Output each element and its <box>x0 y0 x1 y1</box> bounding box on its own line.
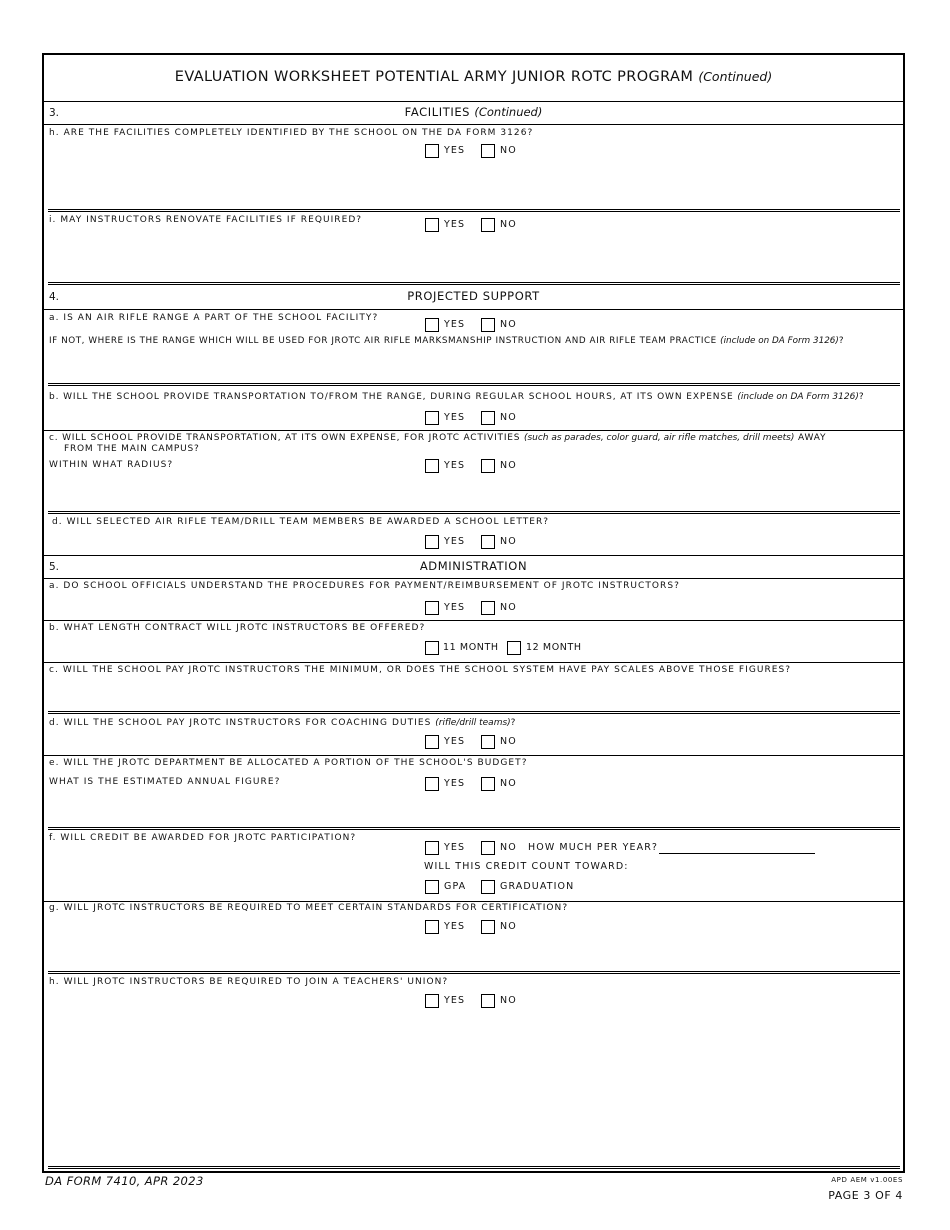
q5d-label <box>49 718 517 728</box>
q3i-no-checkbox[interactable] <box>481 218 495 232</box>
q4a-no-checkbox[interactable] <box>481 318 495 332</box>
q5b-12month-checkbox[interactable] <box>507 641 521 655</box>
q5e-answer-line[interactable] <box>48 827 900 830</box>
q5h-label: h. WILL JROTC INSTRUCTORS BE REQUIRED TO JOIN A TEACHERS' UNION? <box>49 977 449 987</box>
q5f-label: f. WILL CREDIT BE AWARDED FOR JROTC PARTICIPATION? <box>49 833 357 843</box>
q5a-no-label: NO <box>500 602 517 613</box>
divider <box>44 620 903 621</box>
q4c-answer-line[interactable] <box>48 511 900 514</box>
q5f-graduation-checkbox[interactable] <box>481 880 495 894</box>
q4c-no-checkbox[interactable] <box>481 459 495 473</box>
q5e-label: e. WILL THE JROTC DEPARTMENT BE ALLOCATED A PORTION OF THE SCHOOL'S BUDGET? <box>49 758 528 768</box>
q5h-no-checkbox[interactable] <box>481 994 495 1008</box>
q5h-answer-line[interactable] <box>48 1166 900 1169</box>
q5b-11month-checkbox[interactable] <box>425 641 439 655</box>
q5g-yes-label: YES <box>444 921 466 932</box>
divider <box>44 101 903 102</box>
divider <box>44 124 903 125</box>
q4d-label: d. WILL SELECTED AIR RIFLE TEAM/DRILL TEAM MEMBERS BE AWARDED A SCHOOL LETTER? <box>52 517 550 527</box>
q5f-count-toward-label: WILL THIS CREDIT COUNT TOWARD: <box>424 861 629 872</box>
q3h-no-checkbox[interactable] <box>481 144 495 158</box>
form-title-text: EVALUATION WORKSHEET POTENTIAL ARMY JUNIOR ROTC PROGRAM <box>174 69 694 85</box>
q4b-text: b. WILL THE SCHOOL PROVIDE TRANSPORTATION TO/FROM THE RANGE, DURING REGULAR SCHOOL HOURS, AT ITS OWN EXPENSE <box>49 392 734 402</box>
q5a-label: a. DO SCHOOL OFFICIALS UNDERSTAND THE PROCEDURES FOR PAYMENT/REIMBURSEMENT OF JROTC INSTRUCTORS? <box>49 581 680 591</box>
q5d-no-checkbox[interactable] <box>481 735 495 749</box>
q5e-followup-label: WHAT IS THE ESTIMATED ANNUAL FIGURE? <box>49 777 281 787</box>
q5a-no-checkbox[interactable] <box>481 601 495 615</box>
q4a-answer-line[interactable] <box>48 383 900 386</box>
q3h-label: h. ARE THE FACILITIES COMPLETELY IDENTIFIED BY THE SCHOOL ON THE DA FORM 3126? <box>49 128 534 138</box>
q4b-note: (include on DA Form 3126) <box>737 392 859 402</box>
section-3-title-text: FACILITIES <box>404 105 471 119</box>
section-3-title <box>44 105 903 119</box>
q4a-yes-label: YES <box>444 319 466 330</box>
section-3-number: 3. <box>49 107 60 119</box>
q5h-no-label: NO <box>500 995 517 1006</box>
page-number: PAGE 3 OF 4 <box>828 1189 903 1202</box>
q4b-no-checkbox[interactable] <box>481 411 495 425</box>
q5d-note: (rifle/drill teams) <box>435 718 511 728</box>
q5h-yes-checkbox[interactable] <box>425 994 439 1008</box>
q5f-graduation-label: GRADUATION <box>500 881 575 892</box>
q4c-text: c. WILL SCHOOL PROVIDE TRANSPORTATION, AT ITS OWN EXPENSE, FOR JROTC ACTIVITIES <box>49 433 521 443</box>
q5c-label: c. WILL THE SCHOOL PAY JROTC INSTRUCTORS THE MINIMUM, OR DOES THE SCHOOL SYSTEM HAVE PAY SCALES ABOVE THOSE FIGURES? <box>49 665 792 675</box>
q4b-yes-checkbox[interactable] <box>425 411 439 425</box>
q4c-followup-label: WITHIN WHAT RADIUS? <box>49 460 174 470</box>
divider <box>44 309 903 310</box>
form-version: APD AEM v1.00ES <box>831 1176 903 1184</box>
q5b-11month-label: 11 MONTH <box>443 642 499 653</box>
q5b-12month-label: 12 MONTH <box>526 642 582 653</box>
q5f-gpa-label: GPA <box>444 881 467 892</box>
q4b-end: ? <box>858 392 865 402</box>
q5b-label: b. WHAT LENGTH CONTRACT WILL JROTC INSTRUCTORS BE OFFERED? <box>49 623 426 633</box>
q4a-followup-end: ? <box>838 336 845 346</box>
q3i-yes-checkbox[interactable] <box>425 218 439 232</box>
q5g-yes-checkbox[interactable] <box>425 920 439 934</box>
q4a-followup-text: IF NOT, WHERE IS THE RANGE WHICH WILL BE USED FOR JROTC AIR RIFLE MARKSMANSHIP INSTRUCTION AND AIR RIFLE TEAM PRACTICE <box>49 336 717 346</box>
section-3-title-suffix: (Continued) <box>474 105 543 119</box>
q3h-no-label: NO <box>500 145 517 156</box>
section-5-title: ADMINISTRATION <box>419 559 528 573</box>
q4a-followup-note: (include on DA Form 3126) <box>720 336 839 346</box>
section-4-title: PROJECTED SUPPORT <box>407 289 540 303</box>
q4d-yes-label: YES <box>444 536 466 547</box>
q4b-yes-label: YES <box>444 412 466 423</box>
q4d-no-label: NO <box>500 536 517 547</box>
q3h-yes-checkbox[interactable] <box>425 144 439 158</box>
q5a-yes-label: YES <box>444 602 466 613</box>
divider <box>44 662 903 663</box>
q5d-yes-checkbox[interactable] <box>425 735 439 749</box>
q5g-no-label: NO <box>500 921 517 932</box>
q5d-end: ? <box>510 718 517 728</box>
q5f-yes-label: YES <box>444 842 466 853</box>
q4a-yes-checkbox[interactable] <box>425 318 439 332</box>
q4d-yes-checkbox[interactable] <box>425 535 439 549</box>
q5g-label: g. WILL JROTC INSTRUCTORS BE REQUIRED TO MEET CERTAIN STANDARDS FOR CERTIFICATION? <box>49 903 569 913</box>
divider <box>44 578 903 579</box>
divider <box>44 555 903 556</box>
section-5-number: 5. <box>49 561 60 573</box>
q4c-yes-label: YES <box>444 460 466 471</box>
q5f-no-label: NO <box>500 842 517 853</box>
q4b-no-label: NO <box>500 412 517 423</box>
q4b-label <box>49 392 865 403</box>
q3i-no-label: NO <box>500 219 517 230</box>
q5f-gpa-checkbox[interactable] <box>425 880 439 894</box>
q4c-no-label: NO <box>500 460 517 471</box>
q5e-yes-checkbox[interactable] <box>425 777 439 791</box>
q4c-end: AWAY <box>798 433 827 443</box>
q3i-yes-label: YES <box>444 219 466 230</box>
form-id: DA FORM 7410, APR 2023 <box>45 1174 204 1188</box>
q4c-label-line2: FROM THE MAIN CAMPUS? <box>64 444 200 454</box>
q4c-yes-checkbox[interactable] <box>425 459 439 473</box>
q3i-answer-line[interactable] <box>48 282 900 285</box>
q5g-answer-line[interactable] <box>48 971 900 974</box>
q5a-yes-checkbox[interactable] <box>425 601 439 615</box>
q5e-no-label: NO <box>500 778 517 789</box>
q4a-followup-label <box>49 336 844 347</box>
q3i-label: i. MAY INSTRUCTORS RENOVATE FACILITIES IF REQUIRED? <box>49 215 363 225</box>
q5f-no-checkbox[interactable] <box>481 841 495 855</box>
form-page <box>42 53 905 1173</box>
q3h-answer-line[interactable] <box>48 209 900 212</box>
q5e-no-checkbox[interactable] <box>481 777 495 791</box>
q4d-no-checkbox[interactable] <box>481 535 495 549</box>
divider <box>44 901 903 902</box>
form-title-suffix: (Continued) <box>698 69 773 84</box>
section-4-number: 4. <box>49 291 60 303</box>
q5f-yes-checkbox[interactable] <box>425 841 439 855</box>
q5f-how-much-label: HOW MUCH PER YEAR? <box>528 842 659 853</box>
q5c-answer-line[interactable] <box>48 711 900 714</box>
q5d-yes-label: YES <box>444 736 466 747</box>
q4a-label: a. IS AN AIR RIFLE RANGE A PART OF THE SCHOOL FACILITY? <box>49 313 379 323</box>
form-title <box>44 69 903 85</box>
divider <box>44 755 903 756</box>
q4c-note: (such as parades, color guard, air rifle matches, drill meets) <box>523 433 795 443</box>
divider <box>44 430 903 431</box>
q5g-no-checkbox[interactable] <box>481 920 495 934</box>
q5e-yes-label: YES <box>444 778 466 789</box>
q5h-yes-label: YES <box>444 995 466 1006</box>
q5d-no-label: NO <box>500 736 517 747</box>
q4a-no-label: NO <box>500 319 517 330</box>
q3h-yes-label: YES <box>444 145 466 156</box>
q4c-label <box>49 433 826 444</box>
q5d-text: d. WILL THE SCHOOL PAY JROTC INSTRUCTORS FOR COACHING DUTIES <box>49 718 432 728</box>
q5f-how-much-input[interactable] <box>659 853 815 854</box>
